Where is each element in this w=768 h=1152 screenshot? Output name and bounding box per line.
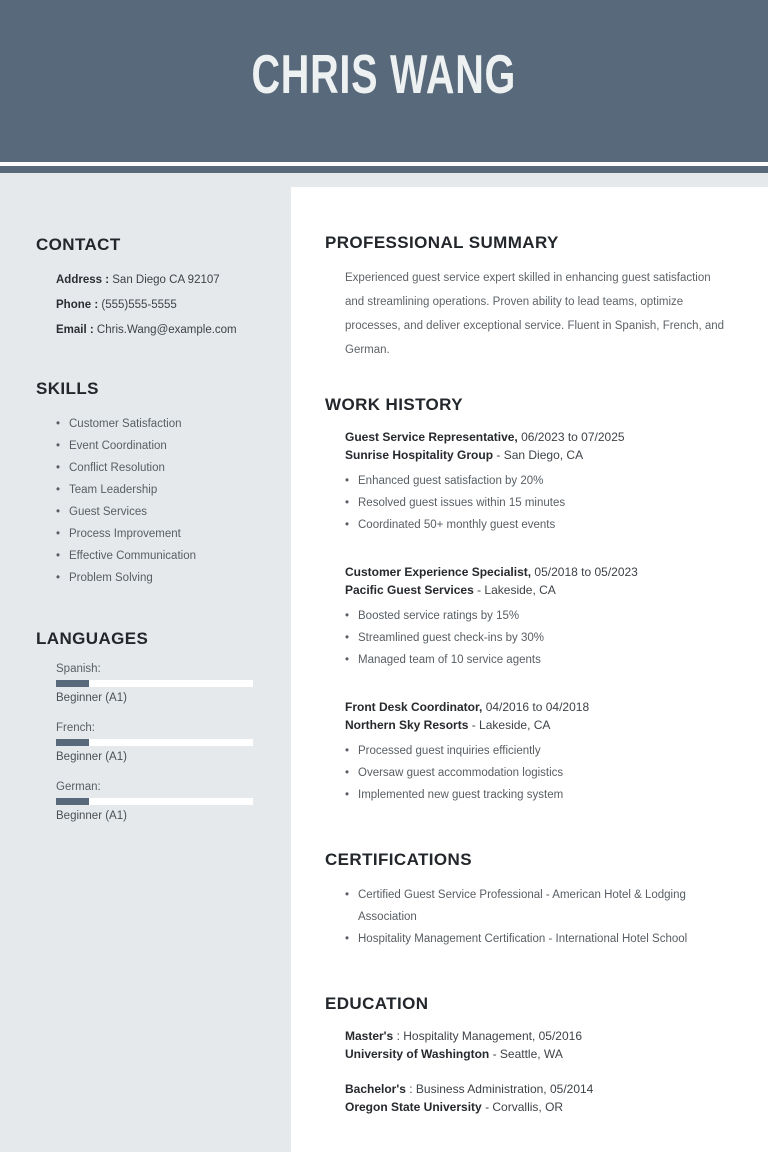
- job-entry: [345, 428, 730, 536]
- school-line: [345, 1045, 730, 1063]
- education-entry: [345, 1080, 730, 1116]
- school-location: - Seattle, WA: [492, 1047, 563, 1061]
- job-entry: [345, 698, 730, 806]
- certifications-title: CERTIFICATIONS: [325, 850, 472, 869]
- job-bullet: • Enhanced guest satisfaction by 20%: [345, 470, 730, 492]
- job-company-line: [345, 716, 730, 734]
- job-bullet: • Managed team of 10 service agents: [345, 649, 730, 671]
- contact-item-email: [56, 318, 269, 343]
- content-row: [0, 187, 768, 1152]
- work-history-section: [325, 395, 730, 806]
- skill-item: • Problem Solving: [56, 567, 269, 589]
- job-bullet: • Streamlined guest check-ins by 30%: [345, 627, 730, 649]
- job-entry: [345, 563, 730, 671]
- school-name: University of Washington: [345, 1047, 490, 1061]
- degree-line: [345, 1080, 730, 1098]
- job-title: Guest Service Representative,: [345, 430, 518, 444]
- contact-title: CONTACT: [36, 235, 121, 254]
- job-bullets: [345, 470, 730, 536]
- certifications-list: [345, 884, 730, 950]
- contact-value: (555)555-5555: [101, 299, 177, 311]
- contact-label: Phone :: [56, 299, 99, 311]
- skills-list: [56, 413, 269, 589]
- contact-value: Chris.Wang@example.com: [96, 324, 237, 336]
- job-bullets: [345, 605, 730, 671]
- job-location: - Lakeside, CA: [477, 583, 556, 597]
- job-bullet: • Boosted service ratings by 15%: [345, 605, 730, 627]
- job-bullet: • Oversaw guest accommodation logistics: [345, 762, 730, 784]
- job-bullet: • Coordinated 50+ monthly guest events: [345, 514, 730, 536]
- skill-item: • Team Leadership: [56, 479, 269, 501]
- language-item-german: [56, 780, 269, 824]
- contact-label: Address :: [56, 274, 110, 286]
- contact-label: Email :: [56, 324, 94, 336]
- job-title-line: [345, 698, 730, 716]
- skills-section: [36, 379, 269, 589]
- language-name: German:: [56, 781, 101, 793]
- contact-item-address: [56, 268, 269, 293]
- job-company: Pacific Guest Services: [345, 583, 474, 597]
- summary-section: [325, 233, 730, 362]
- contact-section: [36, 235, 269, 343]
- job-company-line: [345, 446, 730, 464]
- skill-item: • Conflict Resolution: [56, 457, 269, 479]
- main-panel: [291, 187, 768, 1152]
- language-progress-bar: [56, 798, 253, 805]
- skills-title: SKILLS: [36, 379, 99, 398]
- school-line: [345, 1098, 730, 1116]
- job-title-line: [345, 563, 730, 581]
- header-divider-line: [0, 166, 768, 173]
- header-band: [0, 0, 768, 162]
- name-title: CHRIS WANG: [251, 43, 517, 105]
- job-bullet: • Implemented new guest tracking system: [345, 784, 730, 806]
- job-bullets: [345, 740, 730, 806]
- language-item-spanish: [56, 662, 269, 706]
- language-progress-fill: [56, 739, 89, 746]
- certification-item: • Hospitality Management Certification - International Hotel School: [345, 928, 730, 950]
- language-item-french: [56, 721, 269, 765]
- skill-item: • Guest Services: [56, 501, 269, 523]
- school-location: - Corvallis, OR: [485, 1100, 564, 1114]
- top-strip: [0, 173, 768, 187]
- job-dates: 05/2018 to 05/2023: [534, 565, 638, 579]
- job-bullet: • Processed guest inquiries efficiently: [345, 740, 730, 762]
- job-location: - Lakeside, CA: [471, 718, 551, 732]
- contact-value: San Diego CA 92107: [112, 274, 220, 286]
- job-company: Northern Sky Resorts: [345, 718, 469, 732]
- contact-item-phone: [56, 293, 269, 318]
- job-title: Customer Experience Specialist,: [345, 565, 532, 579]
- job-title: Front Desk Coordinator,: [345, 700, 483, 714]
- work-history-title: WORK HISTORY: [325, 395, 463, 414]
- job-company: Sunrise Hospitality Group: [345, 448, 494, 462]
- language-progress-fill: [56, 680, 89, 687]
- degree-label: Master's: [345, 1029, 394, 1043]
- job-dates: 04/2016 to 04/2018: [485, 700, 590, 714]
- certifications-section: [325, 850, 730, 950]
- education-section: [325, 994, 730, 1116]
- education-entry: [345, 1027, 730, 1063]
- school-name: Oregon State University: [345, 1100, 482, 1114]
- education-title: EDUCATION: [325, 994, 429, 1013]
- degree-detail: : Hospitality Management, 05/2016: [396, 1029, 583, 1043]
- job-title-line: [345, 428, 730, 446]
- job-location: - San Diego, CA: [496, 448, 584, 462]
- language-level: Beginner (A1): [56, 692, 127, 704]
- skill-item: • Process Improvement: [56, 523, 269, 545]
- language-progress-fill: [56, 798, 89, 805]
- sidebar: [0, 187, 291, 1152]
- languages-section: [36, 629, 269, 824]
- degree-label: Bachelor's: [345, 1082, 406, 1096]
- language-progress-bar: [56, 680, 253, 687]
- languages-title: LANGUAGES: [36, 629, 149, 648]
- skill-item: • Event Coordination: [56, 435, 269, 457]
- summary-text: Experienced guest service expert skilled in enhancing guest satisfaction and streamlining operations. Proven ability to lead teams, optimize processes, and deliver exceptional service. Fluent in Spanish, French, and German.: [345, 272, 725, 356]
- summary-title: PROFESSIONAL SUMMARY: [325, 233, 559, 252]
- language-name: Spanish:: [56, 663, 101, 675]
- certification-item: • Certified Guest Service Professional - American Hotel & Lodging Association: [345, 884, 730, 928]
- language-name: French:: [56, 722, 95, 734]
- language-progress-bar: [56, 739, 253, 746]
- degree-line: [345, 1027, 730, 1045]
- language-level: Beginner (A1): [56, 810, 127, 822]
- job-company-line: [345, 581, 730, 599]
- skill-item: • Customer Satisfaction: [56, 413, 269, 435]
- skill-item: • Effective Communication: [56, 545, 269, 567]
- language-level: Beginner (A1): [56, 751, 127, 763]
- job-dates: 06/2023 to 07/2025: [521, 430, 625, 444]
- job-bullet: • Resolved guest issues within 15 minutes: [345, 492, 730, 514]
- degree-detail: : Business Administration, 05/2014: [409, 1082, 594, 1096]
